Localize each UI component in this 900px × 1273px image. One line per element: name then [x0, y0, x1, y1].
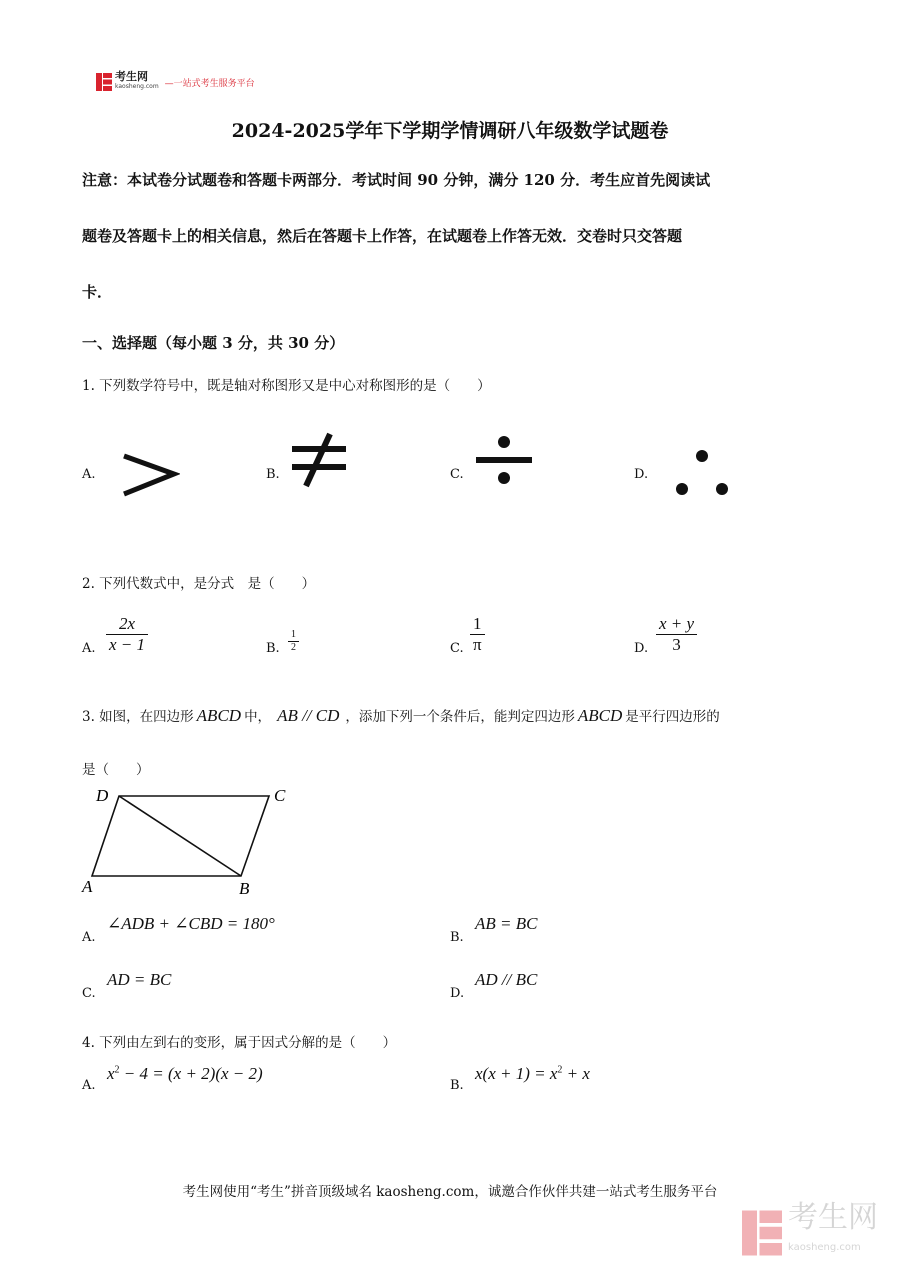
q2-option-c-label: C. — [450, 641, 464, 656]
fraction-denominator: x − 1 — [109, 634, 146, 654]
question-4-stem: 4. 下列由左到右的变形，属于因式分解的是（ ） — [82, 1035, 397, 1051]
q2-option-b-fraction — [288, 629, 299, 653]
kaosheng-logo-icon — [96, 73, 112, 91]
vertex-d-label: D — [96, 786, 109, 805]
fraction-numerator: 1 — [291, 629, 296, 640]
header-logo — [96, 72, 255, 92]
page-footer: 考生网使用“考生”拼音顶级域名 kaosheng.com，诚邀合作伙伴共建一站式考生服务平台 — [182, 1184, 718, 1200]
kaosheng-watermark-icon — [742, 1210, 782, 1256]
fraction-numerator: x + y — [659, 614, 695, 633]
q3-option-d-text: AD // BC — [475, 970, 538, 989]
logo-domain: kaosheng.com — [115, 83, 159, 90]
parallelogram-figure — [80, 782, 300, 900]
q3-option-c-label: C. — [82, 986, 96, 1001]
not-equal-symbol — [288, 430, 350, 490]
watermark — [742, 1200, 878, 1263]
parallel-condition: AB // CD — [277, 706, 340, 725]
question-3-stem-line2: 是（ ） — [82, 762, 150, 778]
q4-option-a-label: A. — [82, 1078, 96, 1093]
fraction-numerator: 1 — [473, 614, 482, 633]
vertex-a-label: A — [82, 877, 93, 896]
q3-option-a-text: ∠ADB + ∠CBD = 180° — [107, 914, 275, 933]
q3-option-c-text: AD = BC — [107, 970, 172, 989]
q2-option-d-label: D. — [634, 641, 649, 656]
greater-than-symbol — [118, 450, 180, 500]
vertex-b-label: B — [239, 879, 250, 898]
watermark-text: 考生网 kaosheng.com — [788, 1200, 878, 1253]
fraction-numerator: 2x — [118, 614, 136, 633]
q3-option-b-label: B. — [450, 930, 464, 945]
fraction-denominator: 2 — [291, 641, 296, 653]
q4-option-a-text: $x^2 - 4 = (x + 2)(x - 2)$ — [107, 1064, 263, 1083]
q2-option-d-fraction — [656, 614, 697, 654]
q2-option-a-label: A. — [82, 641, 96, 656]
q2-option-a-fraction — [106, 614, 148, 654]
exam-title: 2024-2025学年下学期学情调研八年级数学试题卷 — [231, 120, 669, 142]
q1-option-b-label: B. — [266, 467, 280, 482]
q1-option-d-label: D. — [634, 467, 649, 482]
q4-option-b-label: B. — [450, 1078, 464, 1093]
q3-option-a-label: A. — [82, 930, 96, 945]
q2-option-c-fraction — [470, 614, 485, 654]
fraction-denominator: π — [473, 634, 482, 654]
quad-name: ABCD — [577, 706, 623, 725]
q1-option-a-label: A. — [82, 467, 96, 482]
question-3-stem: 3. 如图，在四边形 ABCD 中， AB // CD ，添加下列一个条件后，能判定四边形 ABCD 是平行四边形的 — [82, 706, 720, 725]
logo-slogan: —一站式考生服务平台 — [164, 78, 255, 89]
division-symbol — [472, 432, 534, 488]
fraction-denominator: 3 — [672, 634, 681, 654]
notice-line-1: 注意：本试卷分试题卷和答题卡两部分．考试时间 90 分钟，满分 120 分．考生应首先阅读试 — [82, 171, 711, 189]
q1-option-c-label: C. — [450, 467, 464, 482]
question-2-stem: 2. 下列代数式中，是分式 是（ ） — [82, 576, 316, 592]
q4-option-b-text: $x(x + 1) = x^2 + x$ — [475, 1064, 590, 1083]
q3-option-d-label: D. — [450, 986, 465, 1001]
logo-name: 考生网 kaosheng.com — [115, 70, 159, 90]
q2-option-b-label: B. — [266, 641, 280, 656]
notice-line-2: 题卷及答题卡上的相关信息，然后在答题卡上作答，在试题卷上作答无效．交卷时只交答题 — [82, 227, 683, 245]
question-1-stem: 1. 下列数学符号中，既是轴对称图形又是中心对称图形的是（ ） — [82, 378, 491, 394]
q3-option-b-text: AB = BC — [475, 914, 538, 933]
notice-line-3: 卡． — [82, 283, 113, 301]
therefore-symbol — [670, 446, 732, 500]
vertex-c-label: C — [274, 786, 286, 805]
section-heading: 一、选择题（每小题 3 分，共 30 分） — [82, 334, 345, 352]
quad-name: ABCD — [196, 706, 242, 725]
